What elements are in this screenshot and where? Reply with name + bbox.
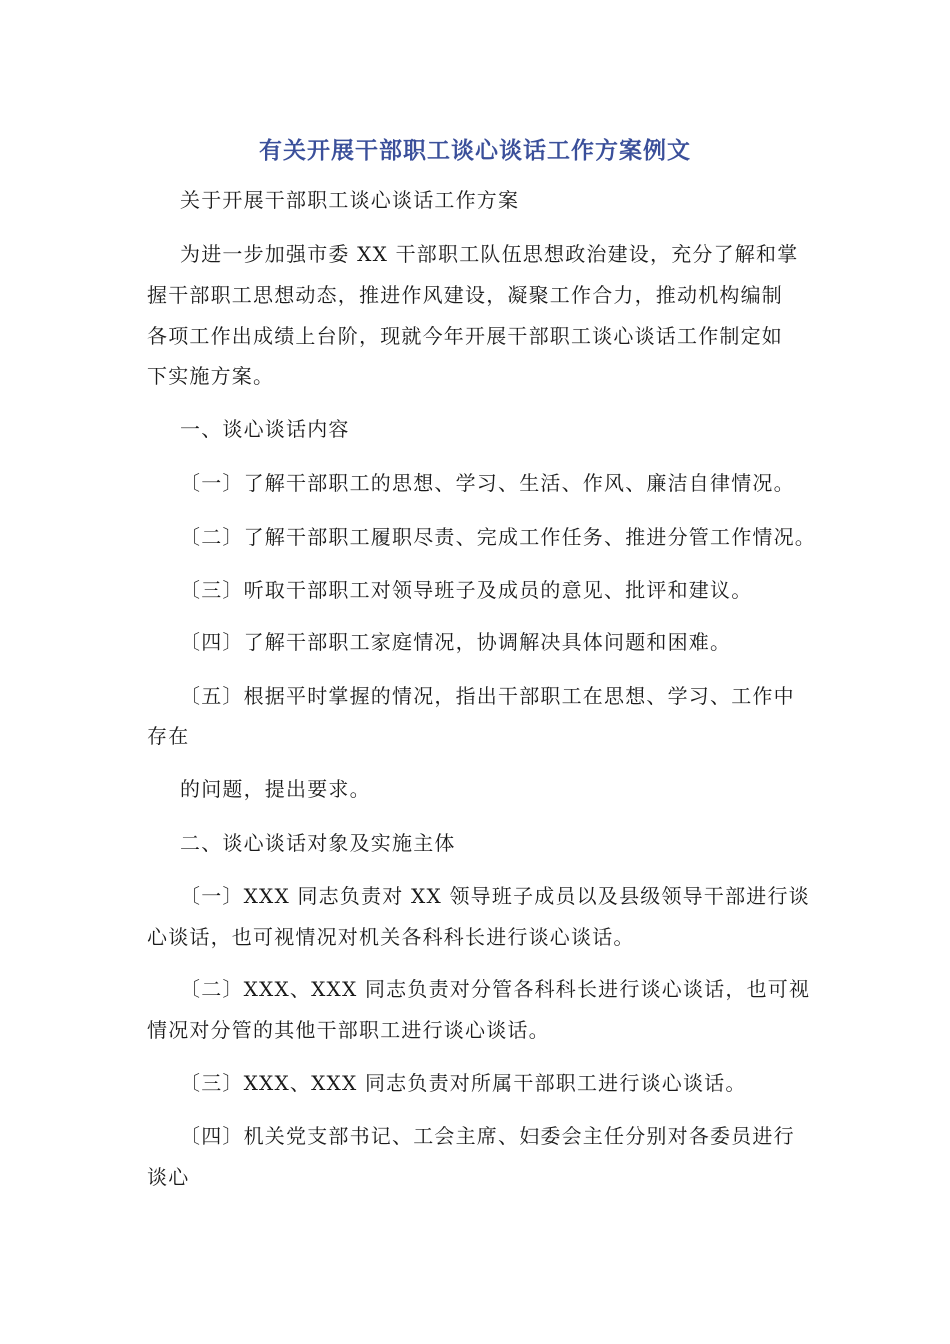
section-1-item-5-line-3: 的问题，提出要求。 (180, 777, 371, 801)
section-2-item-2-line-2: 情况对分管的其他干部职工进行谈心谈话。 (147, 1018, 550, 1042)
intro-line-3: 各项工作出成绩上台阶，现就今年开展干部职工谈心谈话工作制定如 (147, 324, 783, 348)
section-2-item-1-line-1: 〔一〕XXX 同志负责对 XX 领导班子成员以及县级领导干部进行谈 (180, 884, 810, 908)
section-1-item-5-line-2: 存在 (147, 724, 190, 748)
section-1-item-1: 〔一〕了解干部职工的思想、学习、生活、作风、廉洁自律情况。 (180, 471, 795, 495)
section-1-item-4: 〔四〕了解干部职工家庭情况，协调解决具体问题和困难。 (180, 630, 732, 654)
section-2-item-1-line-2: 心谈话，也可视情况对机关各科科长进行谈心谈话。 (147, 925, 635, 949)
intro-line-1: 为进一步加强市委 XX 干部职工队伍思想政治建设，充分了解和掌 (180, 242, 799, 266)
section-1-item-2: 〔二〕了解干部职工履职尽责、完成工作任务、推进分管工作情况。 (180, 525, 816, 549)
intro-line-2: 握干部职工思想动态，推进作风建设，凝聚工作合力，推动机构编制 (147, 283, 783, 307)
document-subtitle: 关于开展干部职工谈心谈话工作方案 (180, 188, 520, 212)
document-title: 有关开展干部职工谈心谈话工作方案例文 (259, 138, 691, 164)
intro-line-4: 下实施方案。 (147, 364, 275, 388)
section-2-item-4-line-2: 谈心 (147, 1165, 190, 1189)
section-1-heading: 一、谈心谈话内容 (180, 417, 350, 441)
section-1-item-3: 〔三〕听取干部职工对领导班子及成员的意见、批评和建议。 (180, 578, 753, 602)
section-2-item-4-line-1: 〔四〕机关党支部书记、工会主席、妇委会主任分别对各委员进行 (180, 1124, 795, 1148)
section-1-item-5-line-1: 〔五〕根据平时掌握的情况，指出干部职工在思想、学习、工作中 (180, 684, 795, 708)
section-2-item-2-line-1: 〔二〕XXX、XXX 同志负责对分管各科科长进行谈心谈话，也可视 (180, 977, 811, 1001)
section-2-item-3: 〔三〕XXX、XXX 同志负责对所属干部职工进行谈心谈话。 (180, 1071, 747, 1095)
section-2-heading: 二、谈心谈话对象及实施主体 (180, 831, 456, 855)
